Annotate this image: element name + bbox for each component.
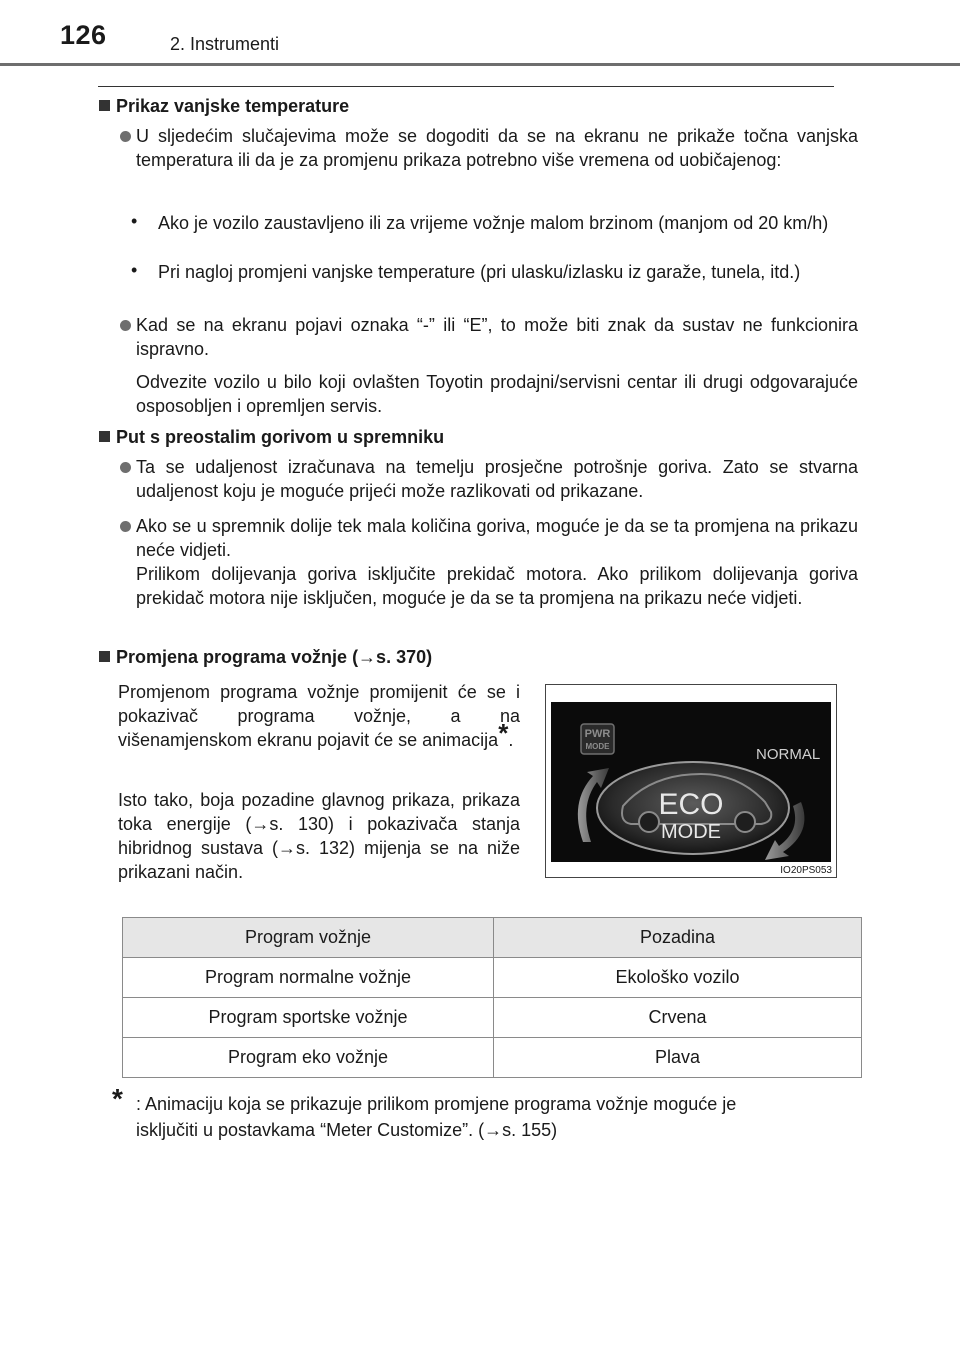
- svg-text:MODE: MODE: [661, 821, 721, 843]
- paragraph: Odvezite vozilo u bilo koji ovlašten Toyotin prodajni/servisni centar ili drugi odgovarajuće osposobljen i opremljen servis.: [136, 372, 858, 416]
- footnote-text-cont: isključiti u postavkama “Meter Customize”. (→s. 155): [136, 1120, 558, 1140]
- paragraph: Prilikom dolijevanja goriva isključite prekidač motora. Ako prilikom dolijevanja goriva prekidač motora nije isključen, moguće je da se ta promjena na prikazu neće vidjeti.: [136, 564, 858, 608]
- paragraph: Ta se udaljenost izračunava na temelju prosječne potrošnje goriva. Zato se stvarna udaljenost koju je moguće prijeći može razlikovati od prikazane.: [136, 457, 858, 501]
- paragraph: U sljedećim slučajevima može se dogoditi da se na ekranu ne prikaže točna vanjska temperatura ili da je za promjenu prikaza potrebno više vremena od uobičajenog:: [136, 126, 858, 170]
- section-heading-temperature: Prikaz vanjske temperature: [99, 96, 349, 117]
- paragraph: Promjenom programa vožnje promijenit će se i pokazivač programa vožnje, a na višenamjenskom ekranu pojavit će se animacija*.: [118, 682, 520, 750]
- paragraph: Ako se u spremnik dolije tek mala količina goriva, moguće je da se ta promjena na prikazu neće vidjeti.: [136, 516, 858, 560]
- bullet-dot: •: [131, 260, 138, 280]
- list-item: Pri nagloj promjeni vanjske temperature (pri ulasku/izlasku iz garaže, tunela, itd.): [158, 262, 801, 282]
- footnote-star: *: [498, 718, 509, 748]
- table-header-cell: Pozadina: [494, 918, 862, 958]
- normal-mode-label: NORMAL: [756, 746, 821, 763]
- chapter-title: 2. Instrumenti: [170, 34, 280, 54]
- svg-text:MODE: MODE: [585, 742, 610, 751]
- square-bullet-icon: [99, 100, 110, 111]
- table-row: [123, 958, 862, 998]
- round-bullet-icon: [120, 320, 131, 331]
- table-cell: Program normalne vožnje: [123, 958, 494, 998]
- page-header: [0, 0, 960, 70]
- page-number: 126: [60, 20, 107, 50]
- round-bullet-icon: [120, 131, 131, 142]
- section-heading-drive-mode: Promjena programa vožnje (→s. 370): [99, 647, 432, 668]
- table-cell: Program sportske vožnje: [123, 998, 494, 1038]
- section-heading-fuel-range: Put s preostalim gorivom u spremniku: [99, 427, 444, 448]
- meter-screen: [551, 702, 831, 862]
- footnote-star: *: [112, 1083, 123, 1114]
- table-cell: Plava: [494, 1038, 862, 1078]
- round-bullet-icon: [120, 521, 131, 532]
- square-bullet-icon: [99, 431, 110, 442]
- list-item: Ako je vozilo zaustavljeno ili za vrijeme vožnje malom brzinom (manjom od 20 km/h): [158, 213, 829, 233]
- drive-mode-illustration: [545, 684, 837, 878]
- figure-id: IO20PS053: [780, 865, 832, 876]
- table-cell: Program eko vožnje: [123, 1038, 494, 1078]
- drive-mode-table: [122, 917, 862, 1078]
- footnote-text: : Animaciju koja se prikazuje prilikom promjene programa vožnje moguće je: [136, 1094, 737, 1114]
- table-cell: Crvena: [494, 998, 862, 1038]
- table-header-row: [123, 918, 862, 958]
- section-rule: [98, 86, 834, 87]
- header-rule: [0, 63, 960, 66]
- eco-mode-label: ECO: [658, 788, 724, 821]
- square-bullet-icon: [99, 651, 110, 662]
- table-cell: Ekološko vozilo: [494, 958, 862, 998]
- table-header-cell: Program vožnje: [123, 918, 494, 958]
- paragraph: Kad se na ekranu pojavi oznaka “-” ili “E”, to može biti znak da sustav ne funkcionira ispravno.: [136, 315, 858, 359]
- bullet-dot: •: [131, 211, 138, 231]
- paragraph: Isto tako, boja pozadine glavnog prikaza, prikaza toka energije (→s. 130) i pokazivača stanja hibridnog sustava (→s. 132) mijenja se na niže prikazani način.: [118, 790, 520, 882]
- table-row: [123, 1038, 862, 1078]
- round-bullet-icon: [120, 462, 131, 473]
- pwr-mode-label: PWR: [584, 728, 611, 740]
- table-row: [123, 998, 862, 1038]
